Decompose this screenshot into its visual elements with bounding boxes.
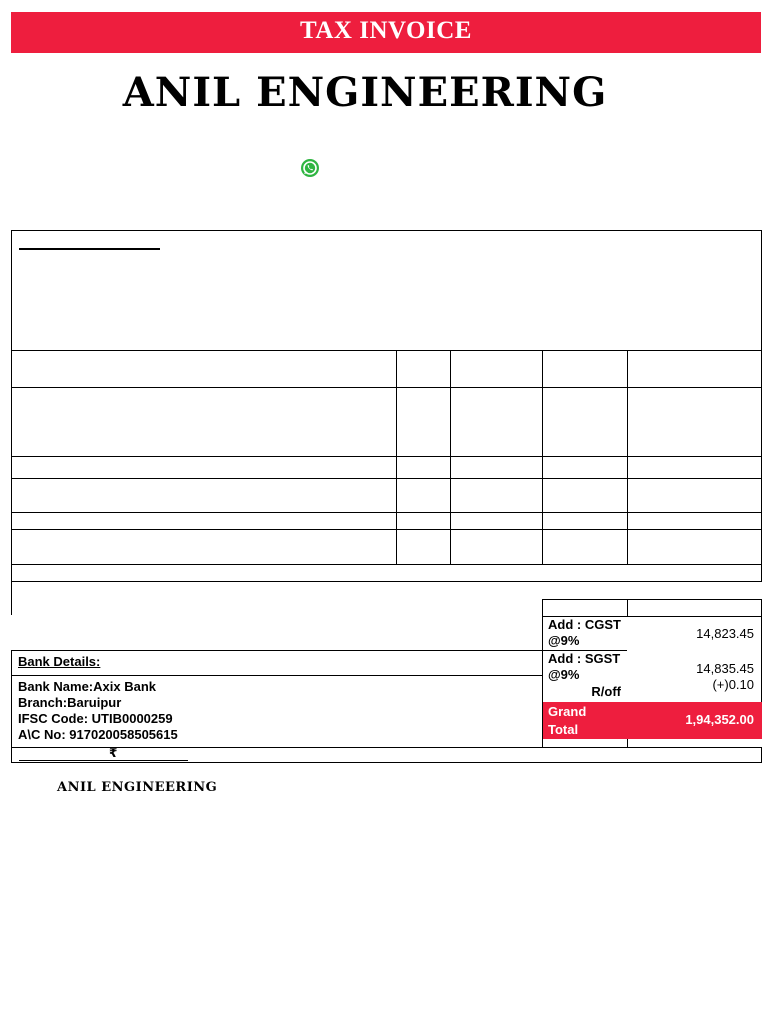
totals-col-divider [627,599,628,617]
items-row-divider [11,387,762,388]
signatory-company-name: ANIL ENGINEERING [57,780,218,795]
cgst-value: 14,823.45 [696,626,754,641]
bank-heading-divider [11,675,542,676]
buyer-heading-underline [19,248,160,250]
roundoff-value: (+)0.10 [712,677,754,692]
items-col-divider [450,350,451,564]
bank-name: Bank Name:Axix Bank [18,679,156,694]
cgst-label: Add : CGST @9% [548,617,621,648]
items-row-divider [11,529,762,530]
totals-col-divider [627,739,628,747]
invoice-title-banner: TAX INVOICE [11,12,761,53]
grand-total-value: 1,94,352.00 [685,712,754,727]
items-table [11,350,762,565]
roundoff-label: R/off [591,684,621,699]
rupee-symbol: ₹ [109,746,118,760]
sgst-value: 14,835.45 [696,661,754,676]
items-col-divider [627,350,628,564]
items-row-divider [11,512,762,513]
bank-account: A\C No: 917020058505615 [18,727,178,742]
items-col-divider [396,350,397,564]
amount-words-underline [19,760,188,761]
items-col-divider [542,350,543,564]
grand-total-row [542,702,762,739]
remarks-left-border [11,581,12,615]
grand-total-label: Grand Total [548,704,587,737]
items-row-divider [11,456,762,457]
items-row-divider [11,478,762,479]
bank-ifsc: IFSC Code: UTIB0000259 [18,711,173,726]
bank-details-heading: Bank Details: [18,654,101,669]
summary-row [11,564,762,582]
bank-branch: Branch:Baruipur [18,695,122,710]
sgst-label: Add : SGST @9% [548,651,621,682]
company-name: ANIL ENGINEERING [122,69,608,116]
whatsapp-icon [300,158,320,178]
